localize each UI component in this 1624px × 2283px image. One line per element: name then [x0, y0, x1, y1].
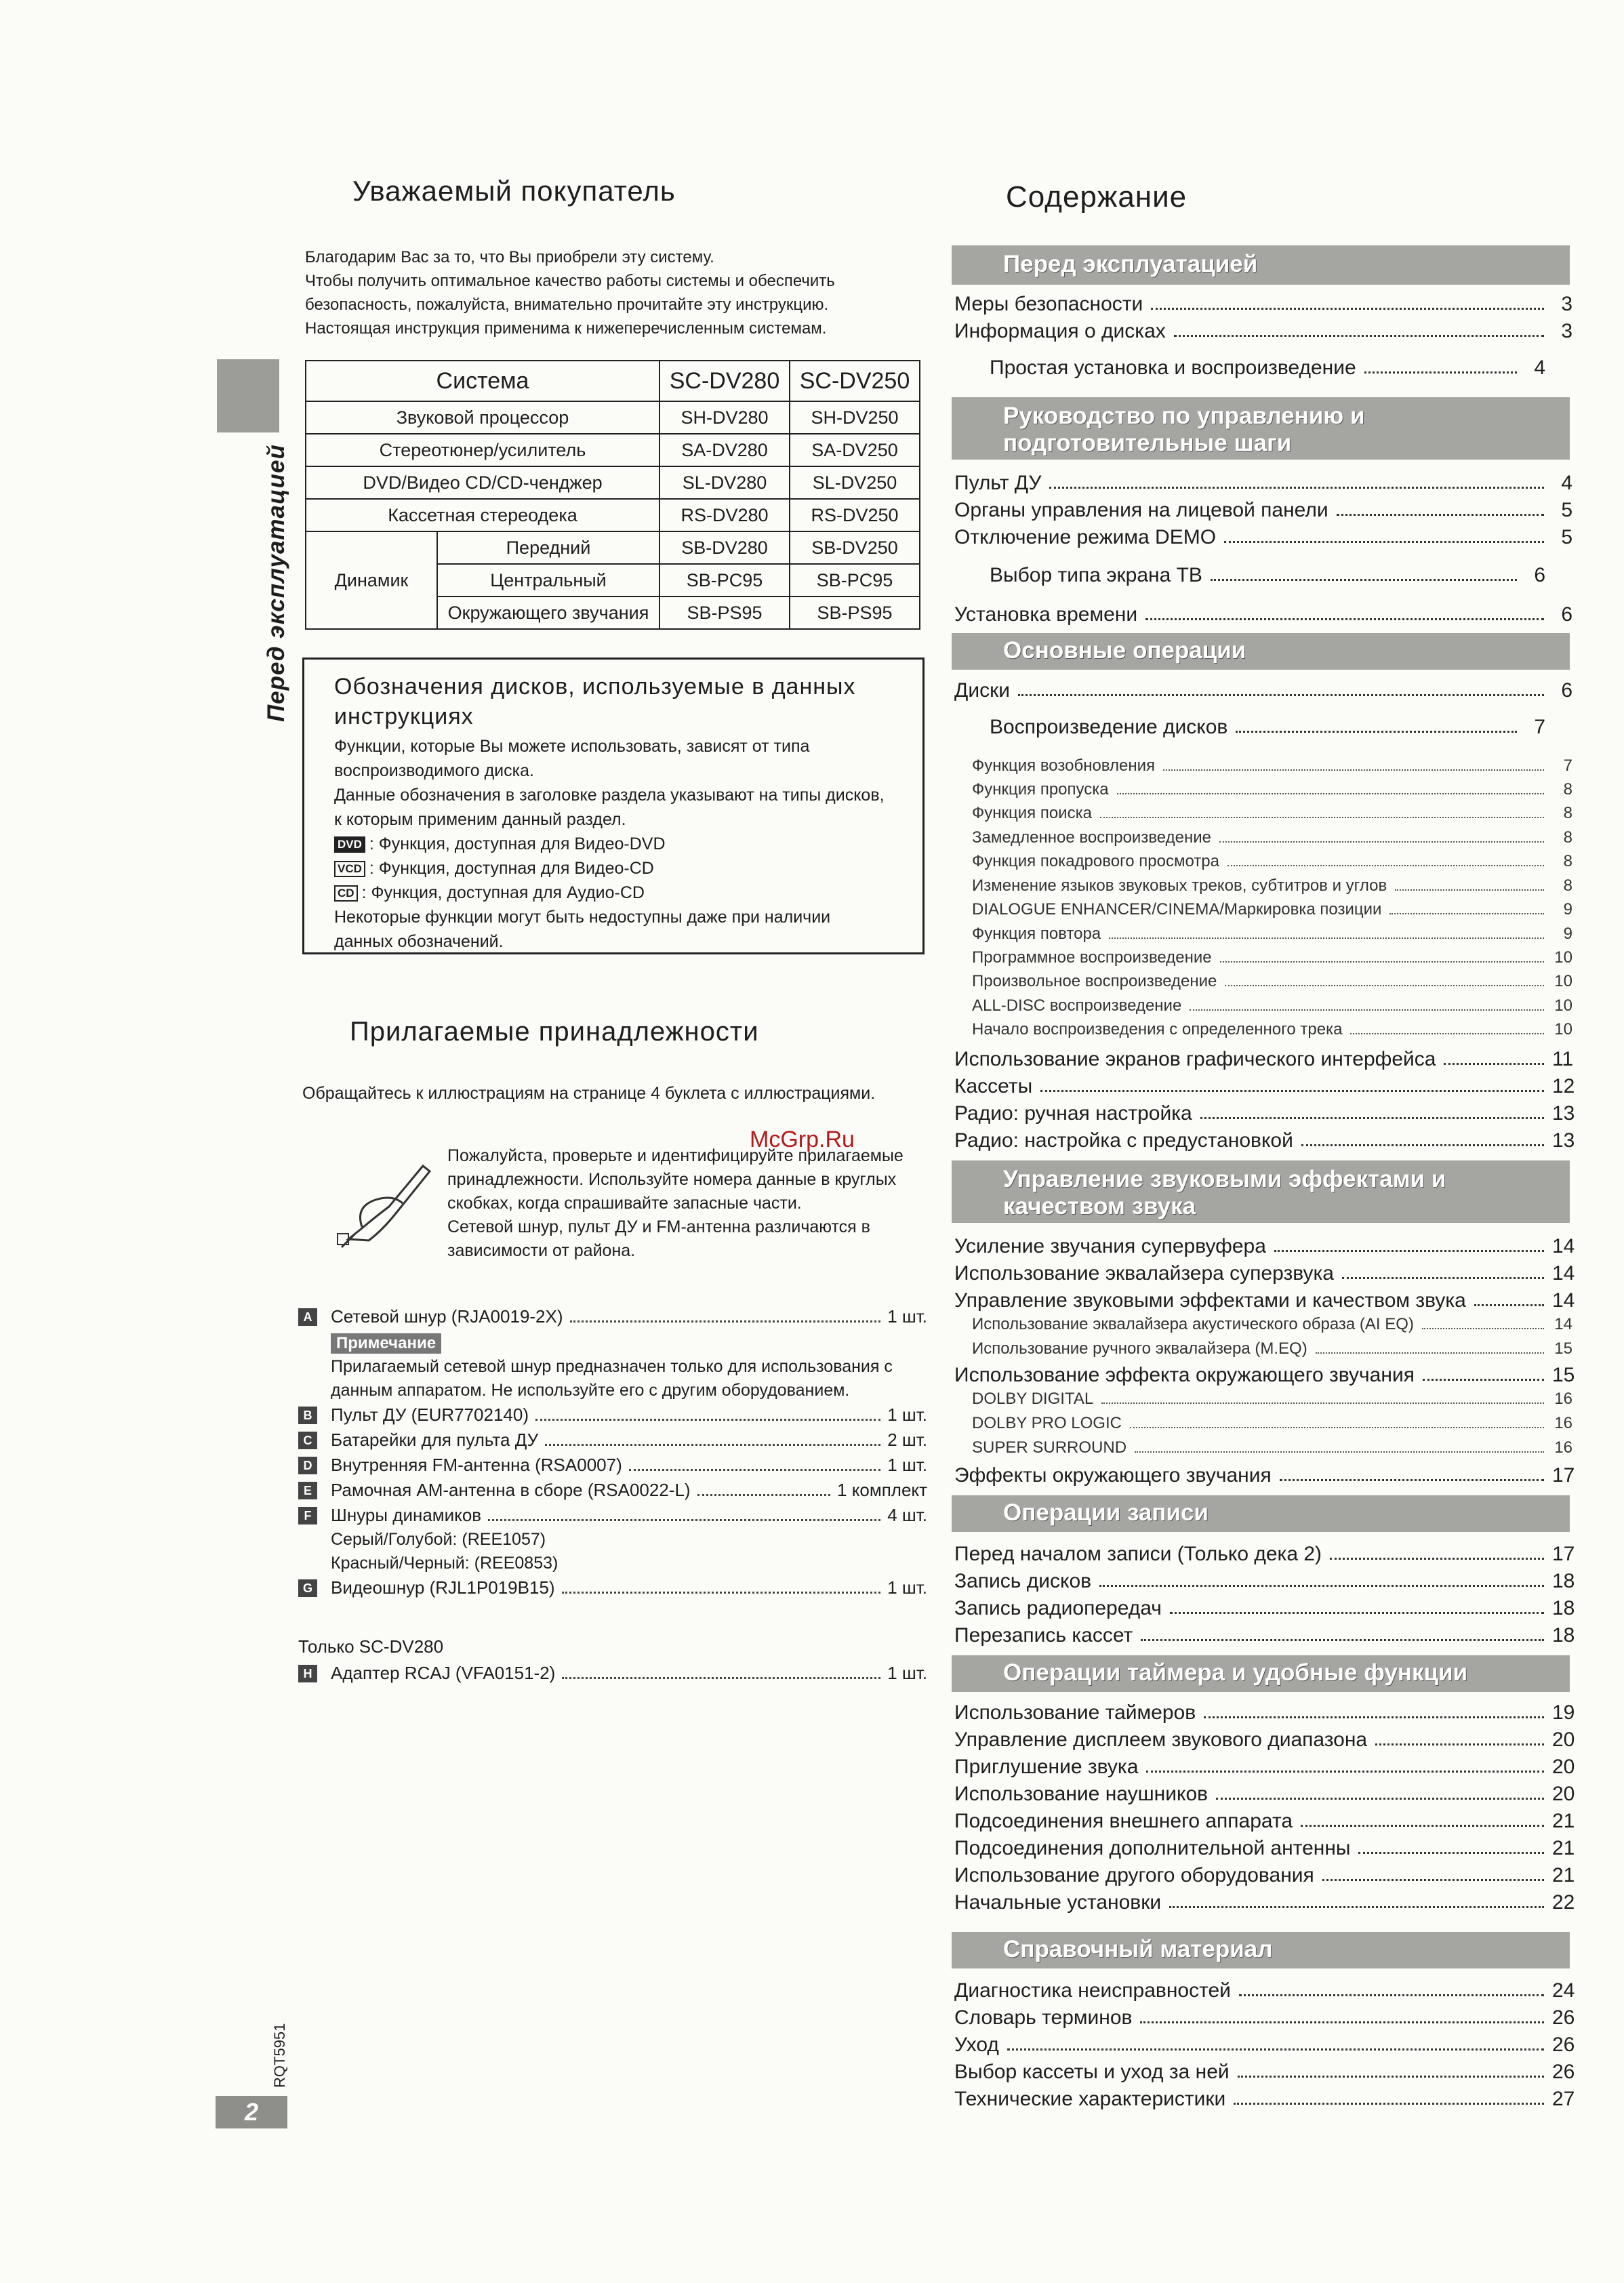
disc-notation-text: Функции, которые Вы можете использовать, зависят от типа воспроизводимого диска.: [334, 737, 810, 780]
toc-entry[interactable]: Словарь терминов 26: [954, 2006, 1575, 2029]
pencil-hand-icon: [335, 1152, 443, 1254]
toc-subentry[interactable]: ALL-DISC воспроизведение 10: [972, 996, 1572, 1015]
toc-entry[interactable]: Эффекты окружающего звучания 17: [954, 1464, 1575, 1487]
adapter-item: H Адаптер RCAJ (VFA0151-2) 1 шт.: [298, 1661, 927, 1686]
note-label: Примечание: [331, 1333, 441, 1354]
toc-entry[interactable]: Подсоединения внешнего аппарата 21: [954, 1810, 1575, 1832]
toc-entry[interactable]: Использование наушников 20: [954, 1783, 1575, 1805]
toc-entry[interactable]: Радио: ручная настройка 13: [954, 1102, 1575, 1125]
toc-subentry[interactable]: DIALOGUE ENHANCER/CINEMA/Маркировка позиции 9: [972, 900, 1572, 918]
list-item: G Видеошнур (RJL1P019B15) 1 шт.: [298, 1575, 927, 1600]
page-number: 2: [216, 2096, 287, 2128]
accessories-list: [298, 1304, 927, 1600]
toc-section-bar: Руководство по управлению и подготовительные шаги: [952, 397, 1570, 460]
toc-subentry[interactable]: Функция покадрового просмотра 8: [972, 852, 1572, 870]
toc-entry[interactable]: Технические характеристики 27: [954, 2088, 1575, 2110]
toc-entry[interactable]: Выбор типа экрана ТВ 6: [990, 564, 1545, 586]
intro-paragraph: Благодарим Вас за то, что Вы приобрели эту систему.: [305, 248, 714, 266]
greeting-title: Уважаемый покупатель: [352, 175, 676, 207]
disc-mark-item: CD : Функция, доступная для Аудио-CD: [334, 881, 893, 905]
toc-entry[interactable]: Использование таймеров 19: [954, 1701, 1575, 1724]
toc-subentry[interactable]: SUPER SURROUND 16: [972, 1438, 1572, 1457]
vcd-mark-icon: VCD: [334, 861, 365, 877]
toc-entry[interactable]: Использование эффекта окружающего звучания 15: [954, 1364, 1575, 1386]
toc-subentry[interactable]: Функция повтора 9: [972, 925, 1572, 943]
toc-subentry[interactable]: Изменение языков звуковых треков, субтитров и углов 8: [972, 876, 1572, 895]
watermark: McGrp.Ru: [750, 1127, 855, 1152]
toc-subentry[interactable]: Функция возобновления 7: [972, 756, 1572, 775]
toc-entry[interactable]: Диагностика неисправностей 24: [954, 1979, 1575, 2002]
list-item: B Пульт ДУ (EUR7702140) 1 шт.: [298, 1402, 927, 1428]
table-row: Стереотюнер/усилитель SA-DV280 SA-DV250: [306, 434, 920, 466]
toc-subentry[interactable]: DOLBY DIGITAL 16: [972, 1390, 1572, 1408]
list-item: F Шнуры динамиков 4 шт.: [298, 1503, 927, 1528]
toc-entry[interactable]: Радио: настройка с предустановкой 13: [954, 1129, 1575, 1152]
toc-entry[interactable]: Информация о дисках 3: [954, 320, 1572, 342]
toc-subentry[interactable]: Использование эквалайзера акустического образа (AI EQ) 14: [972, 1315, 1572, 1333]
side-tab-label: Перед эксплуатацией: [263, 444, 289, 722]
toc-entry[interactable]: Кассеты 12: [954, 1075, 1575, 1097]
toc-entry[interactable]: Органы управления на лицевой панели 5: [954, 499, 1572, 521]
toc-entry[interactable]: Начальные установки 22: [954, 1891, 1575, 1914]
list-item: A Сетевой шнур (RJA0019-2X) 1 шт.: [298, 1304, 927, 1329]
toc-entry[interactable]: Использование другого оборудования 21: [954, 1864, 1575, 1886]
table-row: Динамик Передний SB-DV280 SB-DV250: [306, 531, 920, 564]
toc-subentry[interactable]: DOLBY PRO LOGIC 16: [972, 1414, 1572, 1432]
list-item: E Рамочная АМ-антенна в сборе (RSA0022-L) 1 комплект: [298, 1478, 927, 1503]
accessories-check-text: Пожалуйста, проверьте и идентифицируйте прилагаемые принадлежности. Используйте номера данные в круглых скобках, когда спрашивайте запасные части. Сетевой шнур, пульт ДУ и FM-антенна различаются в зависимости от района.: [447, 1146, 904, 1260]
toc-subentry[interactable]: Начало воспроизведения с определенного трека 10: [972, 1020, 1572, 1038]
toc-entry[interactable]: Меры безопасности 3: [954, 293, 1572, 315]
dvd-mark-icon: DVD: [334, 836, 365, 853]
table-header: SC-DV250: [790, 361, 920, 401]
speaker-cord-code: Серый/Голубой: (REE1057): [331, 1530, 546, 1549]
table-row: DVD/Видео CD/CD-ченджер SL-DV280 SL-DV250: [306, 466, 920, 499]
toc-section-bar: Основные операции: [952, 633, 1570, 670]
toc-entry[interactable]: Использование эквалайзера суперзвука 14: [954, 1262, 1575, 1285]
toc-subentry[interactable]: Замедленное воспроизведение 8: [972, 828, 1572, 847]
toc-subentry[interactable]: Функция пропуска 8: [972, 780, 1572, 799]
toc-entry[interactable]: Уход 26: [954, 2034, 1575, 2056]
toc-subentry[interactable]: Произвольное воспроизведение 10: [972, 972, 1572, 990]
list-item: C Батарейки для пульта ДУ 2 шт.: [298, 1428, 927, 1453]
table-row: Звуковой процессор SH-DV280 SH-DV250: [306, 401, 920, 434]
speaker-label: Динамик: [306, 531, 437, 629]
toc-subentry[interactable]: Программное воспроизведение 10: [972, 948, 1572, 967]
table-header: SC-DV280: [659, 361, 790, 401]
toc-entry[interactable]: Воспроизведение дисков 7: [990, 716, 1545, 738]
toc-entry[interactable]: Отключение режима DEMO 5: [954, 526, 1572, 548]
toc-section-bar: Операции таймера и удобные функции: [952, 1655, 1570, 1692]
toc-entry[interactable]: Управление звуковыми эффектами и качеством звука 14: [954, 1289, 1575, 1312]
side-tab-marker: [217, 359, 279, 432]
toc-entry[interactable]: Использование экранов графического интерфейса 11: [954, 1048, 1574, 1070]
toc-entry[interactable]: Выбор кассеты и уход за ней 26: [954, 2061, 1575, 2083]
disc-mark-item: VCD : Функция, доступная для Видео-CD: [334, 856, 893, 881]
table-row: Кассетная стереодека RS-DV280 RS-DV250: [306, 499, 920, 531]
toc-entry[interactable]: Запись радиопередач 18: [954, 1597, 1575, 1619]
table-header: Система: [306, 361, 659, 401]
document-code: RQT5951: [271, 2023, 288, 2088]
toc-section-bar: Управление звуковыми эффектами и качеством звука: [952, 1160, 1570, 1223]
intro-text: [305, 245, 926, 340]
toc-section-bar: Операции записи: [952, 1495, 1570, 1532]
toc-entry[interactable]: Перезапись кассет 18: [954, 1624, 1575, 1646]
cd-mark-icon: CD: [334, 885, 358, 902]
toc-subentry[interactable]: Функция поиска 8: [972, 804, 1572, 822]
toc-entry[interactable]: Диски 6: [954, 679, 1572, 702]
toc-section-bar: Перед эксплуатацией: [952, 245, 1570, 285]
disc-notation-title: Обозначения дисков, используемые в данных инструкциях: [334, 674, 856, 729]
intro-paragraph: Чтобы получить оптимальное качество работы системы и обеспечить безопасность, пожалуйста, внимательно прочитайте эту инструкцию.: [305, 272, 835, 314]
list-item: D Внутренняя FM-антенна (RSA0007) 1 шт.: [298, 1453, 927, 1478]
table-row: Окружающего звучания SB-PS95 SB-PS95: [306, 597, 920, 629]
toc-entry[interactable]: Запись дисков 18: [954, 1570, 1575, 1592]
system-table: [305, 360, 920, 630]
disc-notation-box: [302, 658, 925, 954]
toc-section-bar: Справочный материал: [952, 1932, 1570, 1968]
toc-entry[interactable]: Усиление звучания супервуфера 14: [954, 1235, 1575, 1257]
disc-notation-footnote: Некоторые функции могут быть недоступны даже при наличии данных обозначений.: [334, 908, 831, 951]
only-model-label: Только SC-DV280: [298, 1636, 444, 1657]
toc-entry[interactable]: Установка времени 6: [954, 603, 1572, 626]
toc-entry[interactable]: Управление дисплеем звукового диапазона 20: [954, 1729, 1575, 1751]
toc-entry[interactable]: Пульт ДУ 4: [954, 472, 1572, 494]
intro-paragraph: Настоящая инструкция применима к нижеперечисленным системам.: [305, 319, 827, 338]
toc-entry[interactable]: Перед началом записи (Только дека 2) 17: [954, 1543, 1575, 1565]
disc-notation-text: Данные обозначения в заголовке раздела указывают на типы дисков, к которым применим данный раздел.: [334, 786, 885, 829]
speaker-cord-code: Красный/Черный: (REE0853): [331, 1554, 559, 1573]
disc-mark-item: DVD : Функция, доступная для Видео-DVD: [334, 832, 893, 856]
accessories-title: Прилагаемые принадлежности: [350, 1017, 759, 1047]
toc-entry[interactable]: Простая установка и воспроизведение 4: [990, 357, 1545, 379]
power-cord-note: Прилагаемый сетевой шнур предназначен только для использования с данным аппаратом. Не используйте его с другим оборудованием.: [331, 1357, 893, 1400]
accessories-note: Обращайтесь к иллюстрациям на странице 4 буклета с иллюстрациями.: [302, 1084, 876, 1103]
toc-subentry[interactable]: Использование ручного эквалайзера (M.EQ) 15: [972, 1339, 1572, 1358]
toc-entry[interactable]: Подсоединения дополнительной антенны 21: [954, 1837, 1575, 1859]
toc-title: Содержание: [1006, 180, 1187, 214]
table-row: Центральный SB-PC95 SB-PC95: [306, 564, 920, 597]
toc-entry[interactable]: Приглушение звука 20: [954, 1756, 1575, 1778]
